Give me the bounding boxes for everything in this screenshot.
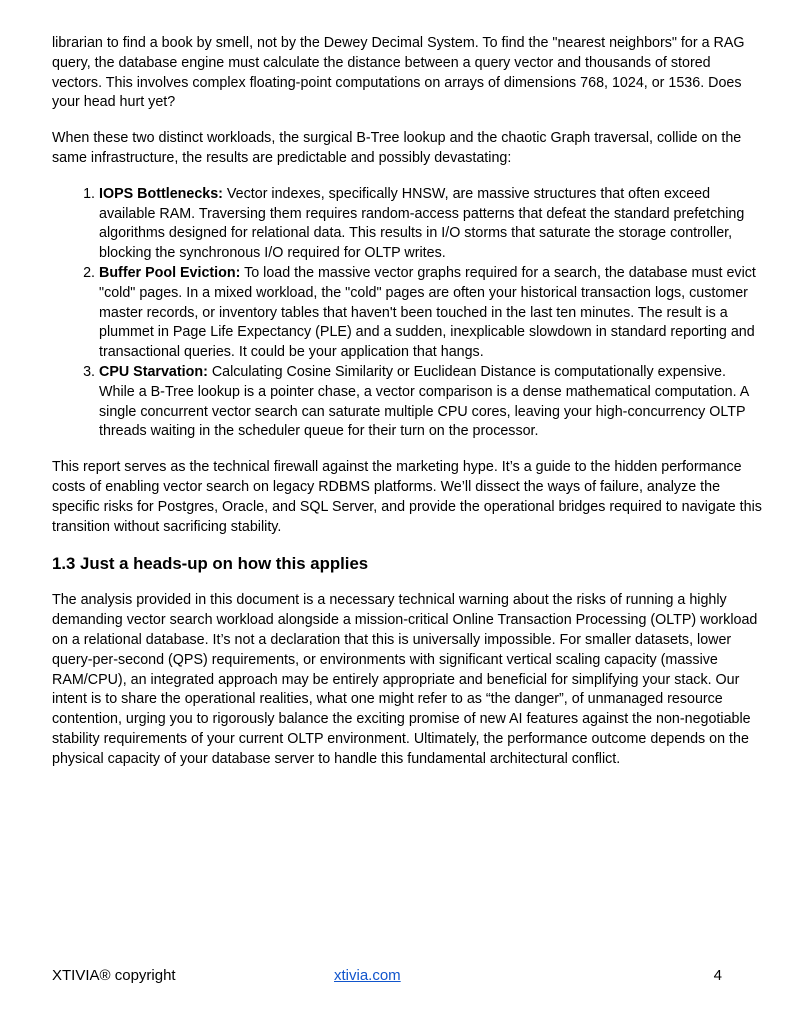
section-heading: 1.3 Just a heads-up on how this applies bbox=[52, 554, 369, 574]
list-item-text: To load the massive vector graphs required for a search, the database must evict "cold" pages. In a mixed workload, the "cold" pages are often your historical transaction logs, customer master records, or inventory tables that haven't been touched in the last ten minutes. The result is a plummet in Page Life Expectancy (PLE) and a sudden, inexplicable slowdown in standard reporting and transactional queries. It could be your application that hangs. bbox=[99, 264, 756, 361]
risk-list bbox=[52, 185, 762, 442]
list-item-term: Buffer Pool Eviction: bbox=[99, 264, 241, 281]
paragraph-workloads-collide: When these two distinct workloads, the surgical B-Tree lookup and the chaotic Graph traversal, collide on the same infrastructure, the results are predictable and possibly devastating: bbox=[52, 130, 742, 166]
list-item-text: Vector indexes, specifically HNSW, are massive structures that often exceed available RAM. Traversing them requires random-access patterns that defeat the standard prefetching algorithms designed for relational data. This results in I/O storms that saturate the storage controller, blocking the synchronous I/O required for OLTP writes. bbox=[99, 185, 745, 262]
footer-website-link[interactable]: xtivia.com bbox=[334, 967, 401, 984]
paragraph-report-purpose: This report serves as the technical firewall against the marketing hype. It’s a guide to the hidden performance costs of enabling vector search on legacy RDBMS platforms. We’ll dissect the ways of failure, analyze the specific risks for Postgres, Oracle, and SQL Server, and provide the operational bridges required to navigate this transition without sacrificing stability. bbox=[52, 459, 762, 535]
list-item bbox=[99, 363, 762, 442]
page-footer bbox=[52, 966, 722, 986]
page-number: 4 bbox=[713, 967, 722, 984]
paragraph-analysis-disclaimer: The analysis provided in this document is a necessary technical warning about the risks of running a highly demanding vector search workload alongside a mission-critical Online Transaction Processing (OLTP) workload on a relational database. It’s not a declaration that this is universally impossible. For smaller datasets, lower query-per-second (QPS) requirements, or environments with significant vertical scaling capacity (massive RAM/CPU), an integrated approach may be entirely appropriate and beneficial for simplifying your stack. Our intent is to share the operational realities, what one might refer to as “the danger”, of unmanaged resource contention, urging you to rigorously balance the exciting promise of new AI features against the non-negotiable stability requirements of your current OLTP environment. Ultimately, the performance outcome depends on the physical capacity of your database server to handle this fundamental architectural conflict. bbox=[52, 592, 758, 767]
list-item-term: CPU Starvation: bbox=[99, 363, 208, 380]
list-item bbox=[99, 185, 762, 264]
list-item bbox=[99, 264, 762, 363]
paragraph-rag-intro: librarian to find a book by smell, not by the Dewey Decimal System. To find the "nearest neighbors" for a RAG query, the database engine must calculate the distance between a query vector and thousands of stored vectors. This involves complex floating-point computations on arrays of dimensions 768, 1024, or 1536. Does your head hurt yet? bbox=[52, 35, 745, 111]
list-item-term: IOPS Bottlenecks: bbox=[99, 185, 223, 202]
footer-copyright: XTIVIA® copyright bbox=[52, 967, 176, 984]
document-page bbox=[52, 34, 762, 786]
list-item-text: Calculating Cosine Similarity or Euclidean Distance is computationally expensive. While a B-Tree lookup is a pointer chase, a vector comparison is a dense mathematical computation. A single concurrent vector search can saturate multiple CPU cores, leaving your high-concurrency OLTP threads waiting in the scheduler queue for their turn on the processor. bbox=[99, 363, 749, 440]
